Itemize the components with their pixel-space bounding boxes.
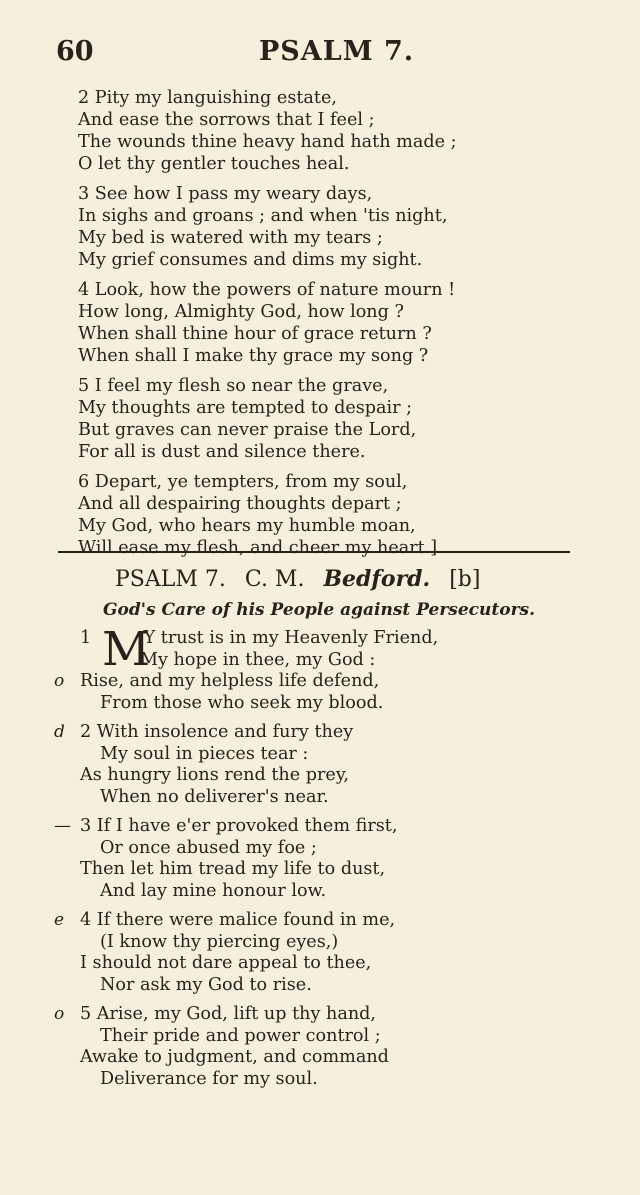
verse-line <box>54 722 614 744</box>
stanza <box>78 183 618 271</box>
stanza <box>54 622 614 714</box>
verse-line-text: 5 Arise, my God, lift up thy hand, <box>80 1004 377 1024</box>
stanza <box>54 910 614 996</box>
dynamics-mark: d <box>54 722 65 742</box>
dynamics-mark: — <box>54 816 71 836</box>
stanza <box>78 279 618 367</box>
page-header <box>56 36 415 76</box>
verse-line: Will ease my flesh, and cheer my heart.] <box>78 538 438 558</box>
dynamics-mark: o <box>54 671 65 691</box>
running-head: PSALM 7. <box>259 36 415 67</box>
stanza <box>78 471 618 559</box>
stanza <box>54 816 614 902</box>
verse-line: From those who seek my blood. <box>100 692 384 713</box>
hymn-title-tune: Bedford. <box>323 566 431 592</box>
verse-line: I should not dare appeal to thee, <box>80 953 372 973</box>
drop-cap: M <box>102 622 151 677</box>
verse-line: My God, who hears my humble moan, <box>78 516 416 536</box>
verse-line: For all is dust and silence there. <box>78 442 366 462</box>
dynamics-mark: e <box>54 910 65 930</box>
verse-line-text: 4 If there were malice found in me, <box>80 910 396 930</box>
verse-line: When no deliverer's near. <box>100 786 329 807</box>
verse-line: Deliverance for my soul. <box>100 1068 318 1089</box>
verse-line: When shall I make thy grace my song ? <box>78 346 429 366</box>
verse-line-text: 3 If I have e'er provoked them first, <box>80 816 398 836</box>
hymn-title-key: [b] <box>449 567 481 592</box>
verse-line: My hope in thee, my God : <box>140 649 376 670</box>
verse-line: The wounds thine heavy hand hath made ; <box>78 132 457 152</box>
page-number: 60 <box>56 36 94 67</box>
verse-line: But graves can never praise the Lord, <box>78 420 417 440</box>
verse-line: My grief consumes and dims my sight. <box>78 250 423 270</box>
verse-line: In sighs and groans ; and when 'tis night, <box>78 206 448 226</box>
verse-line: Awake to judgment, and command <box>80 1047 389 1067</box>
verse-line: (I know thy piercing eyes,) <box>100 931 339 952</box>
verse-line: Their pride and power control ; <box>100 1025 381 1046</box>
stanza <box>54 1004 614 1090</box>
hymn-title <box>115 566 492 592</box>
verse-line: And ease the sorrows that I feel ; <box>78 110 375 130</box>
section-divider <box>58 551 570 553</box>
verse-line: Or once abused my foe ; <box>100 837 317 858</box>
hymn-title-psalm: PSALM 7. <box>115 567 226 592</box>
verse-line: And all despairing thoughts depart ; <box>78 494 402 514</box>
stanza <box>78 375 618 463</box>
verse-line: 4 Look, how the powers of nature mourn ! <box>78 280 456 300</box>
stanza <box>78 87 618 175</box>
verse-line: My thoughts are tempted to despair ; <box>78 398 413 418</box>
psalm-verses-continued <box>78 87 618 567</box>
verse-line-text: Rise, and my helpless life defend, <box>80 671 380 691</box>
verse-line: My soul in pieces tear : <box>100 743 309 764</box>
dynamics-mark: o <box>54 1004 65 1024</box>
verse-line: 3 See how I pass my weary days, <box>78 184 373 204</box>
hymn-body <box>54 622 614 1098</box>
hymn-title-meter: C. M. <box>244 567 305 592</box>
verse-line <box>54 816 614 838</box>
stanza <box>54 722 614 808</box>
verse-line: Nor ask my God to rise. <box>100 974 312 995</box>
verse-line: How long, Almighty God, how long ? <box>78 302 404 322</box>
verse-line-text: Y trust is in my Heavenly Friend, <box>143 628 439 648</box>
hymn-subtitle: God's Care of his People against Persecutors. <box>103 600 536 620</box>
verse-line: Then let him tread my life to dust, <box>80 859 386 879</box>
verse-line: 6 Depart, ye tempters, from my soul, <box>78 472 408 492</box>
verse-line <box>54 671 614 693</box>
verse-number: 1 <box>80 628 92 648</box>
verse-line <box>54 910 614 932</box>
verse-line: 5 I feel my flesh so near the grave, <box>78 376 389 396</box>
verse-line: And lay mine honour low. <box>100 880 327 901</box>
verse-line: O let thy gentler touches heal. <box>78 154 350 174</box>
verse-line: When shall thine hour of grace return ? <box>78 324 432 344</box>
verse-line: 2 Pity my languishing estate, <box>78 88 337 108</box>
verse-line <box>54 1004 614 1026</box>
verse-line-text: 2 With insolence and fury they <box>80 722 354 742</box>
verse-line: My bed is watered with my tears ; <box>78 228 383 248</box>
verse-line: As hungry lions rend the prey, <box>80 765 350 785</box>
